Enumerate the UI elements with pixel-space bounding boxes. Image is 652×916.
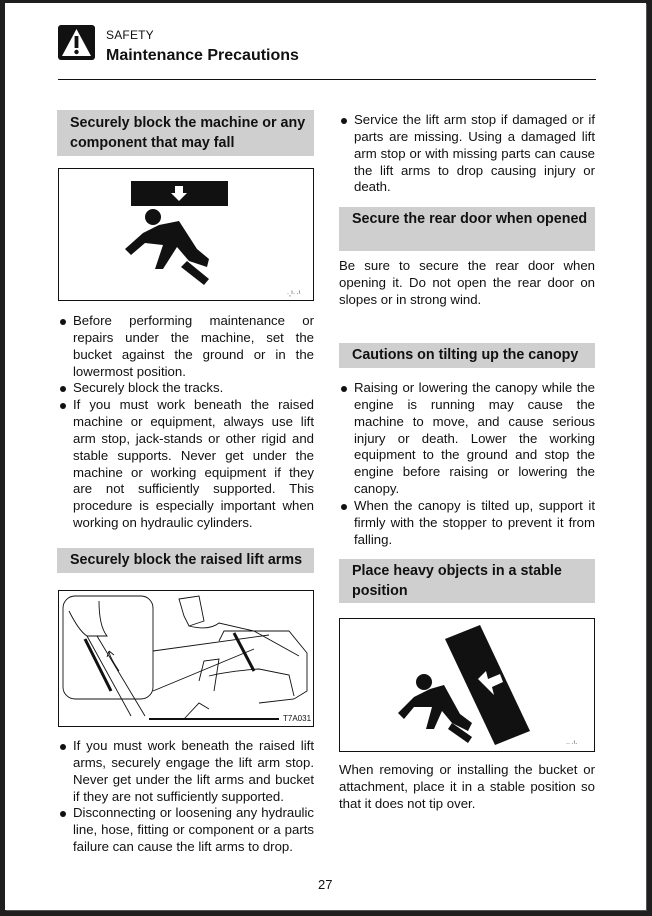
list-item: If you must work beneath the raised machine or equipment, always use lift arm stop, jack-stands or other rigid and stable supports. Never get under the machine or working equipment if they are not sufficiently supported. This procedure is especially important when working on hydraulic cylinders. [58, 397, 314, 532]
list-item: Securely block the tracks. [58, 380, 314, 397]
canopy-list [339, 380, 595, 548]
figure-code: ·· ·¹· [566, 741, 578, 747]
service-list [339, 112, 595, 196]
lift-arm-stop-diagram-icon [59, 591, 313, 726]
heading-heavy-objects: Place heavy objects in a stable position [339, 559, 595, 603]
page-number: 27 [318, 877, 333, 892]
manual-page [5, 3, 646, 910]
list-item: When the canopy is tilted up, support it firmly with the stopper to prevent it from falling. [339, 498, 595, 549]
lift-arms-list [58, 738, 314, 856]
section-label: SAFETY [106, 28, 154, 42]
tipping-object-person-icon [340, 619, 594, 751]
figure-code: ·¸¹· ·¹ [287, 291, 301, 297]
heading-lift-arms: Securely block the raised lift arms [57, 548, 314, 573]
list-item: Raising or lowering the canopy while the engine is running may cause the machine to move, and cause serious injury or death. Lower the working equipment to the ground and stop the engine before raising or lowering the canopy. [339, 380, 595, 498]
list-item: If you must work beneath the raised lift arms, securely engage the lift arm stop. Never get under the lift arms and bucket if they are not sufficiently supported. [58, 738, 314, 805]
figure-code: T7A031 [283, 714, 312, 723]
header-divider [58, 79, 596, 80]
figure-tipping-object [339, 618, 595, 752]
falling-object-person-icon [59, 169, 313, 300]
heading-canopy: Cautions on tilting up the canopy [339, 343, 595, 368]
list-item: Before performing maintenance or repairs under the machine, set the bucket against the ground or in the lowermost position. [58, 313, 314, 380]
warning-triangle-icon [58, 25, 95, 60]
heading-block-machine: Securely block the machine or any component that may fall [57, 110, 314, 156]
figure-falling-object [58, 168, 314, 301]
heavy-objects-text: When removing or installing the bucket or attachment, place it in a stable position so that it does not tip over. [339, 762, 595, 811]
block-machine-list [58, 313, 314, 532]
figure-lift-arm-stop [58, 590, 314, 727]
heading-rear-door: Secure the rear door when opened [339, 207, 595, 251]
page-title: Maintenance Precautions [106, 47, 299, 64]
list-item: Service the lift arm stop if damaged or if parts are missing. Using a damaged lift arm stop or with missing parts can cause the lift arms to drop causing injury or death. [339, 112, 595, 196]
rear-door-text: Be sure to secure the rear door when opening it. Do not open the rear door on slopes or in strong wind. [339, 258, 595, 307]
list-item: Disconnecting or loosening any hydraulic line, hose, fitting or component or a parts failure can cause the lift arms to drop. [58, 805, 314, 856]
